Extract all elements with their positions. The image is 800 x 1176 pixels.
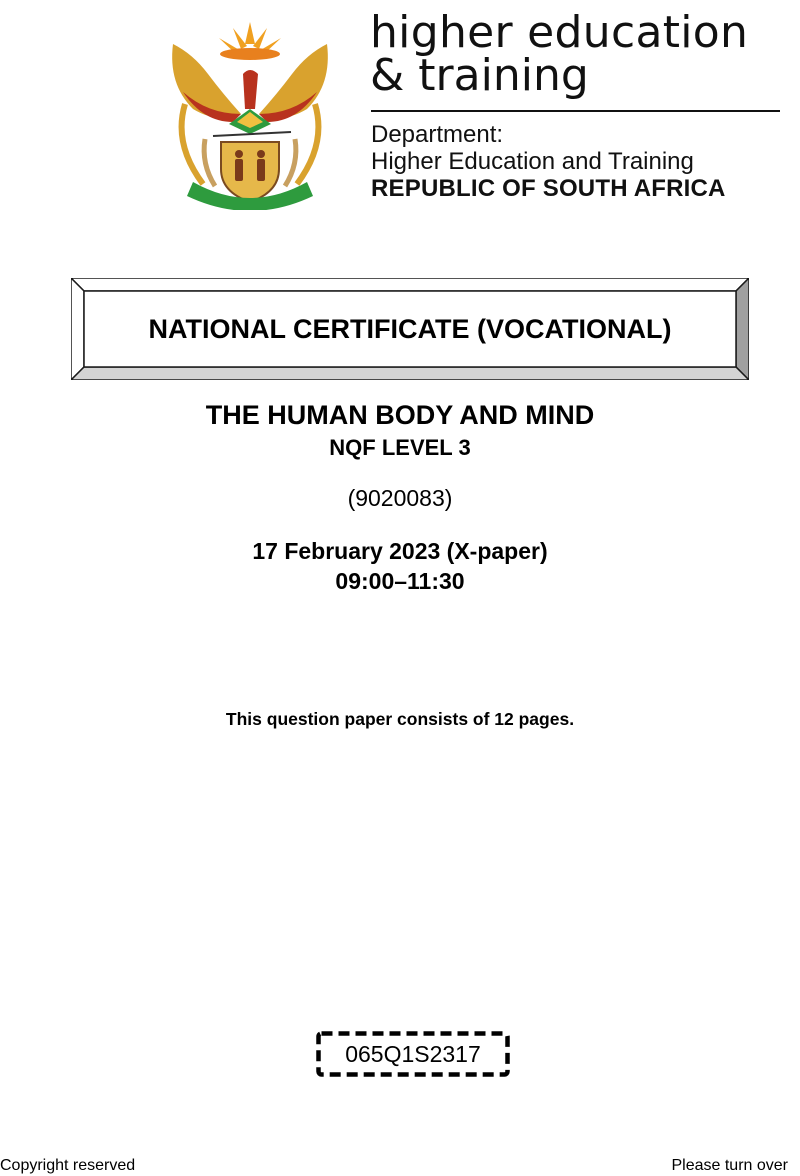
exam-time: 09:00–11:30 [335, 568, 465, 594]
brand-title-line-2: & training [370, 50, 589, 101]
department-name: Higher Education and Training [371, 148, 694, 175]
brand-divider [371, 110, 780, 112]
footer-copyright: Copyright reserved [0, 1157, 136, 1174]
department-label: Department: [371, 121, 504, 148]
qualification-title: NATIONAL CERTIFICATE (VOCATIONAL) [148, 313, 672, 344]
coat-of-arms-icon [163, 14, 337, 210]
footer-turn-over: Please turn over [671, 1157, 788, 1174]
brand-title-line-1: higher education [370, 7, 749, 58]
exam-date: 17 February 2023 (X-paper) [252, 538, 548, 564]
country-name: REPUBLIC OF SOUTH AFRICA [371, 175, 726, 202]
subject-title: THE HUMAN BODY AND MIND [205, 400, 595, 430]
page-count-note: This question paper consists of 12 pages. [225, 709, 575, 729]
subject-code: (9020083) [347, 485, 453, 511]
nqf-level: NQF LEVEL 3 [329, 435, 471, 460]
paper-code: 065Q1S2317 [345, 1040, 481, 1067]
